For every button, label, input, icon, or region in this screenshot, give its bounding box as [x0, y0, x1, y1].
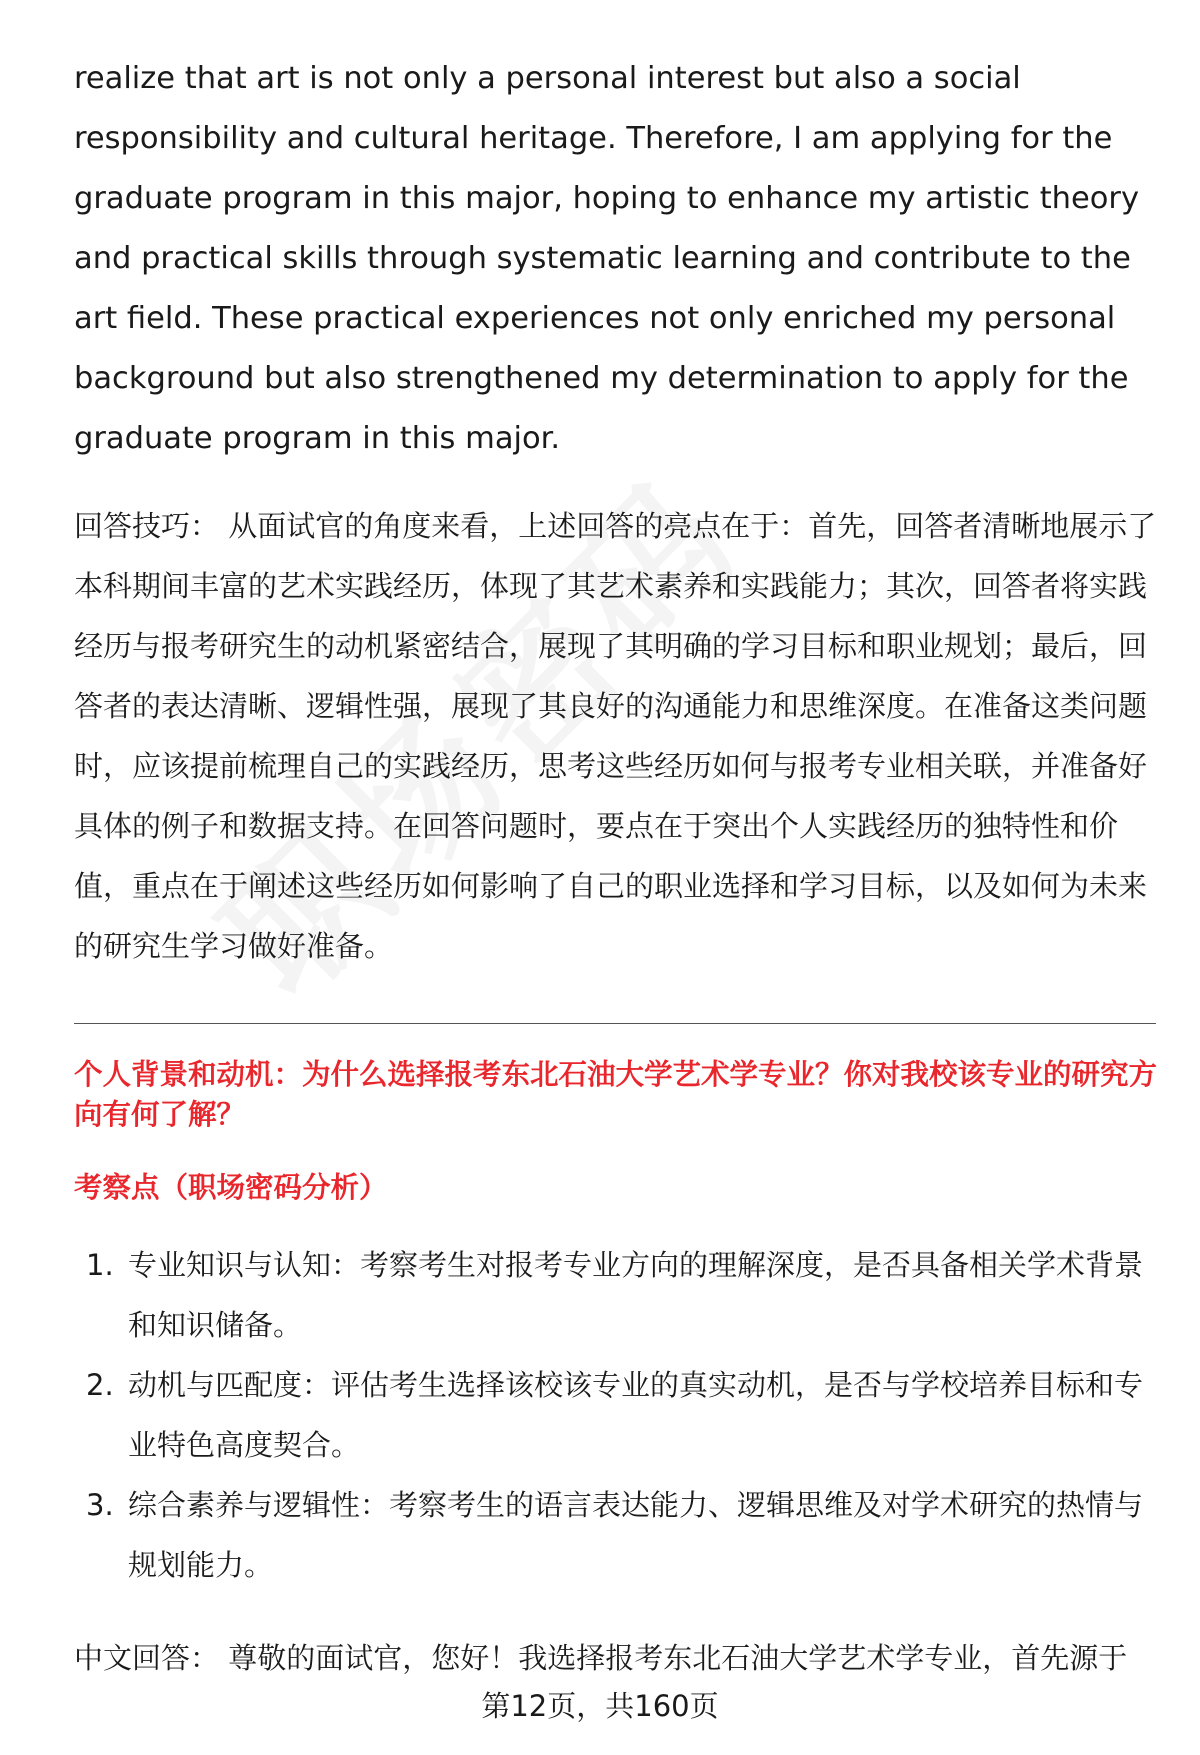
list-item — [74, 1235, 1160, 1355]
english-answer-paragraph: realize that art is not only a personal interest but also a social responsibility and cultural heritage. Therefore, I am applying for the graduate program in this major, hoping to enhance my artistic theory and practical skills through systematic learning and contribute to the art field. These practical experiences not only enriched my personal background but also strengthened my determination to apply for the graduate program in this major. — [74, 61, 1139, 456]
section-divider — [74, 1023, 1156, 1024]
answer-tips-text: 从面试官的角度来看，上述回答的亮点在于：首先，回答者清晰地展示了本科期间丰富的艺术实践经历，体现了其艺术素养和实践能力；其次，回答者将实践经历与报考研究生的动机紧密结合，展现了其明确的学习目标和职业规划；最后，回答者的表达清晰、逻辑性强，展现了其良好的沟通能力和思维深度。在准备这类问题时，应该提前梳理自己的实践经历，思考这些经历如何与报考专业相关联，并准备好具体的例子和数据支持。在回答问题时，要点在于突出个人实践经历的独特性和价值，重点在于阐述这些经历如何影响了自己的职业选择和学习目标，以及如何为未来的研究生学习做好准备。 — [74, 509, 1157, 963]
assessment-heading: 考察点（职场密码分析） — [74, 1171, 388, 1204]
chinese-answer-label: 中文回答： — [74, 1641, 220, 1675]
list-item-text: 专业知识与认知：考察考生对报考专业方向的理解深度，是否具备相关学术背景和知识储备。 — [128, 1248, 1144, 1342]
chinese-answer-text: 尊敬的面试官，您好！我选择报考东北石油大学艺术学专业，首先源于 — [219, 1641, 1128, 1675]
assessment-points-list — [74, 1235, 1160, 1595]
answer-tips-label: 回答技巧： — [74, 509, 220, 543]
list-item — [74, 1475, 1160, 1595]
page-footer: 第12页，共160页 — [481, 1689, 719, 1723]
list-item-text: 综合素养与逻辑性：考察考生的语言表达能力、逻辑思维及对学术研究的热情与规划能力。 — [128, 1488, 1144, 1582]
list-item-number: 1. — [86, 1248, 114, 1282]
list-item-number: 3. — [86, 1488, 114, 1522]
list-item-text: 动机与匹配度：评估考生选择该校该专业的真实动机，是否与学校培养目标和专业特色高度契合。 — [128, 1368, 1144, 1462]
list-item — [74, 1355, 1160, 1475]
answer-tips-paragraph — [74, 496, 1160, 976]
list-item-number: 2. — [86, 1368, 114, 1402]
question-title: 个人背景和动机：为什么选择报考东北石油大学艺术学专业？你对我校该专业的研究方向有何了解？ — [74, 1058, 1158, 1131]
